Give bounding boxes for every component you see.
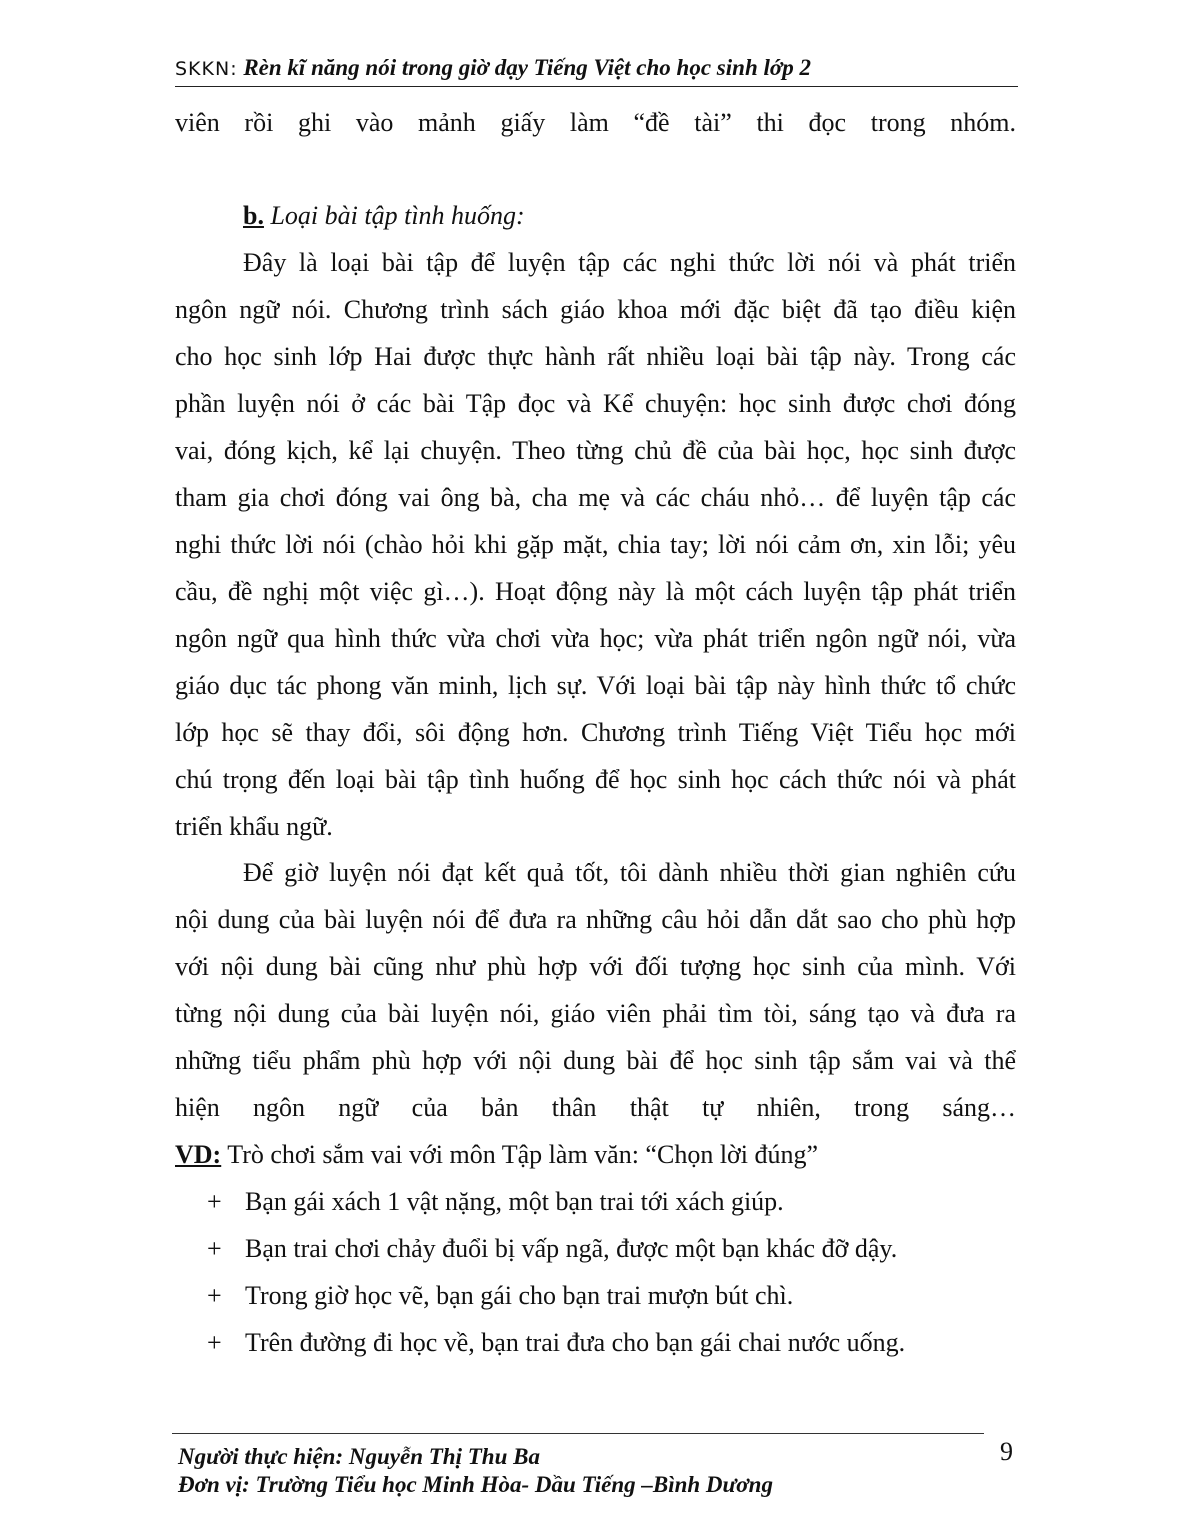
section-title: Loại bài tập tình huống: [263, 201, 525, 230]
section-label: b. [243, 201, 264, 230]
list-item [207, 1280, 793, 1312]
bullet-plus-icon: + [207, 1234, 222, 1263]
paragraph1-line: Đây là loại bài tập để luyện tập các nghi thức lời nói và phát triển [243, 248, 1016, 277]
paragraph1-line-last: triển khẩu ngữ. [175, 812, 333, 841]
paragraph2-line: nội dung của bài luyện nói để đưa ra những câu hỏi dẫn dắt sao cho phù hợp [175, 905, 1016, 934]
example-line [175, 1139, 1016, 1171]
bullet-plus-icon: + [207, 1187, 222, 1216]
paragraph1-line: cho học sinh lớp Hai được thực hành rất nhiều loại bài tập này. Trong các [175, 342, 1016, 371]
footer-divider [172, 1433, 984, 1434]
paragraph1-line: nghi thức lời nói (chào hỏi khi gặp mặt, chia tay; lời nói cảm ơn, xin lỗi; yêu [175, 530, 1016, 559]
section-heading-b [243, 200, 525, 232]
example-label: VD: [175, 1140, 222, 1169]
example-text: Trò chơi sắm vai với môn Tập làm văn: “Chọn lời đúng” [221, 1140, 819, 1169]
page-header [175, 50, 1018, 87]
paragraph1-line: ngôn ngữ nói. Chương trình sách giáo khoa mới đặc biệt đã tạo điều kiện [175, 295, 1016, 324]
paragraph1-line: ngôn ngữ qua hình thức vừa chơi vừa học; vừa phát triển ngôn ngữ nói, vừa [175, 624, 1016, 653]
paragraph1-line: cầu, đề nghị một việc gì…). Hoạt động này là một cách luyện tập phát triển [175, 577, 1016, 606]
list-item-text: Bạn trai chơi chảy đuổi bị vấp ngã, được một bạn khác đỡ dậy. [245, 1234, 898, 1263]
paragraph2-line: từng nội dung của bài luyện nói, giáo viên phải tìm tòi, sáng tạo và đưa ra [175, 999, 1016, 1028]
header-prefix: SKKN: [175, 58, 238, 80]
list-item-text: Trên đường đi học về, bạn trai đưa cho bạn gái chai nước uống. [245, 1328, 906, 1357]
paragraph1-line: vai, đóng kịch, kể lại chuyện. Theo từng chủ đề của bài học, học sinh được [175, 436, 1016, 465]
bullet-plus-icon: + [207, 1328, 222, 1357]
paragraph1-line: tham gia chơi đóng vai ông bà, cha mẹ và các cháu nhỏ… để luyện tập các [175, 483, 1016, 512]
body-line-continuation: viên rồi ghi vào mảnh giấy làm “đề tài” thi đọc trong nhóm. [175, 108, 1016, 137]
paragraph1-line: lớp học sẽ thay đổi, sôi động hơn. Chương trình Tiếng Việt Tiểu học mới [175, 718, 1016, 747]
page-number: 9 [1000, 1437, 1013, 1466]
list-item-text: Trong giờ học vẽ, bạn gái cho bạn trai mượn bút chì. [245, 1281, 794, 1310]
paragraph2-line: những tiểu phẩm phù hợp với nội dung bài để học sinh tập sắm vai và thể [175, 1046, 1016, 1075]
footer-author: Người thực hiện: Nguyễn Thị Thu Ba [178, 1444, 540, 1469]
list-item [207, 1233, 897, 1265]
list-item [207, 1186, 784, 1218]
paragraph2-line: với nội dung bài cũng như phù hợp với đối tượng học sinh của mình. Với [175, 952, 1016, 981]
paragraph1-line: chú trọng đến loại bài tập tình huống để học sinh học cách thức nói và phát [175, 765, 1016, 794]
list-item-text: Bạn gái xách 1 vật nặng, một bạn trai tới xách giúp. [245, 1187, 784, 1216]
paragraph1-line: giáo dục tác phong văn minh, lịch sự. Với loại bài tập này hình thức tổ chức [175, 671, 1016, 700]
paragraph2-line: hiện ngôn ngữ của bản thân thật tự nhiên, trong sáng… [175, 1093, 1016, 1122]
header-title: Rèn kĩ năng nói trong giờ dạy Tiếng Việt cho học sinh lớp 2 [237, 55, 811, 80]
bullet-plus-icon: + [207, 1281, 222, 1310]
paragraph2-line: Để giờ luyện nói đạt kết quả tốt, tôi dành nhiều thời gian nghiên cứu [243, 858, 1016, 887]
list-item [207, 1327, 905, 1359]
footer-unit: Đơn vị: Trường Tiểu học Minh Hòa- Dầu Tiếng –Bình Dương [178, 1472, 773, 1497]
paragraph1-line: phần luyện nói ở các bài Tập đọc và Kể chuyện: học sinh được chơi đóng [175, 389, 1016, 418]
